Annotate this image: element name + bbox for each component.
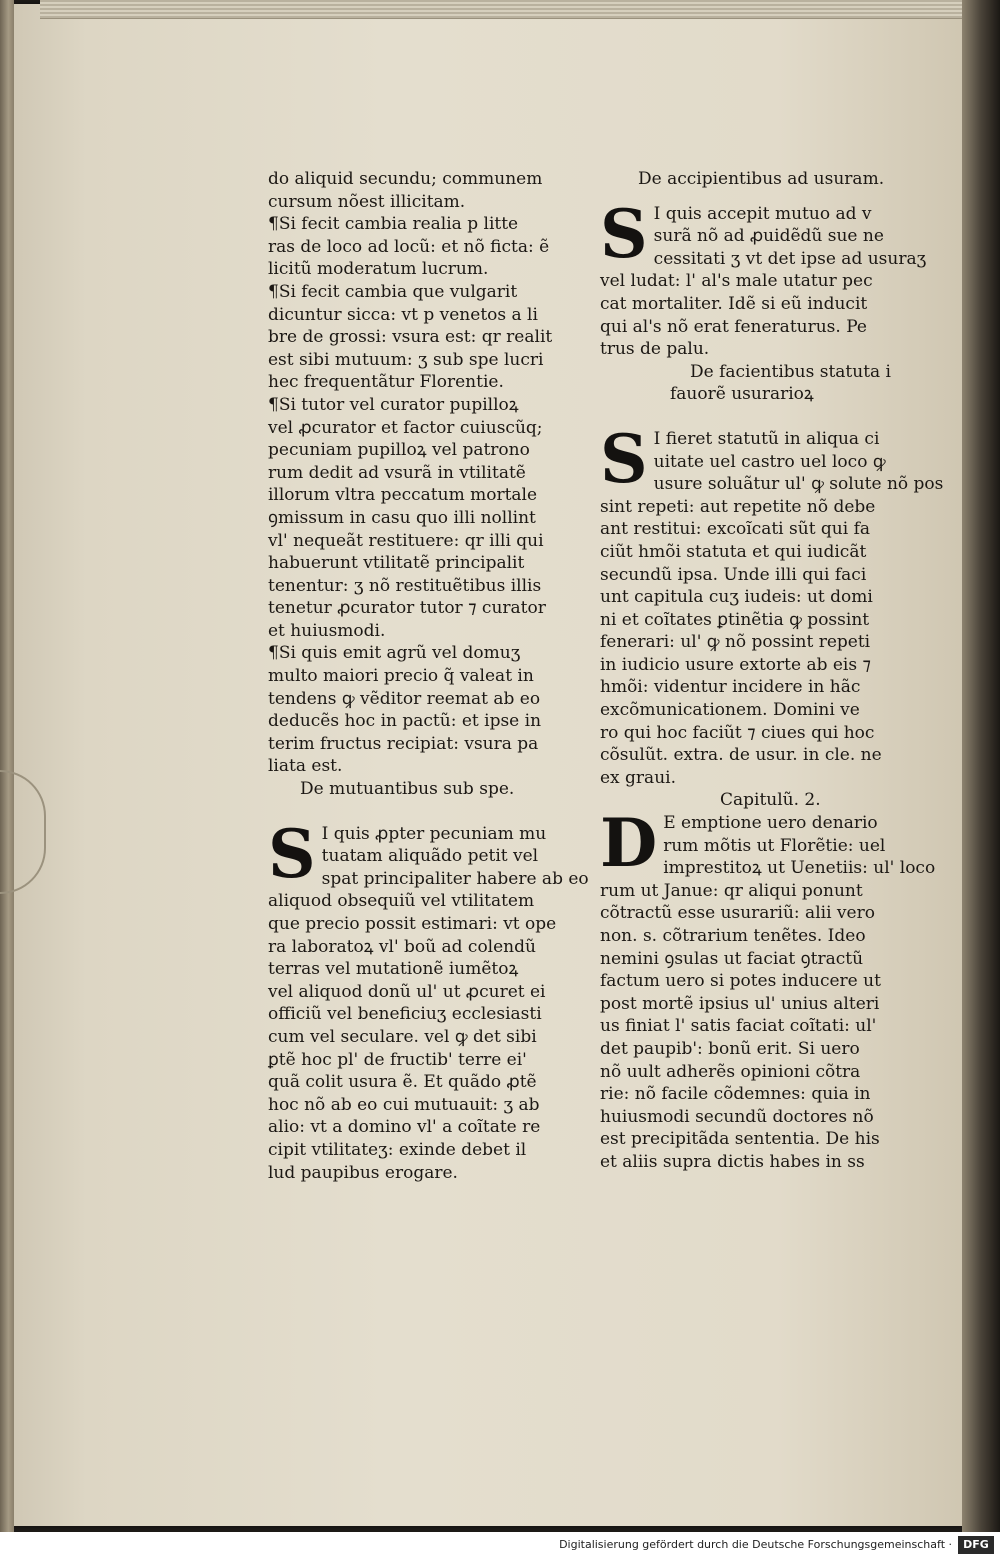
text-line: que precio possit estimari: vt ope — [268, 914, 557, 934]
text-line: cõtractũ esse usurariũ: alii vero — [600, 903, 875, 924]
section-heading: De accipientibus ad usuram. — [638, 169, 885, 189]
text-line: cat mortaliter. Idẽ si eũ inducit — [600, 293, 868, 314]
text-line: nemini ꝯsulas ut faciat ꝯtractũ — [600, 948, 864, 969]
text-line: est precipitãda sententia. De his — [600, 1129, 880, 1150]
text-line: trus de palu. — [600, 339, 710, 360]
text-line: hmõi: videntur incidere in hãc — [600, 677, 861, 698]
footer-bar — [0, 1532, 1000, 1559]
text-line: factum uero si potes inducere ut — [600, 971, 881, 992]
text-line: fenerari: ul' ꝙ nõ possint repeti — [600, 632, 871, 653]
text-line: lud paupibus erogare. — [268, 1162, 458, 1183]
text-line: rie: nõ facile cõdemnes: quia in — [600, 1084, 871, 1105]
initial-paragraph — [600, 419, 944, 790]
section-heading: De mutuantibus sub spe. — [300, 779, 515, 800]
text-line: cipit vtilitateʒ: exinde debet il — [268, 1139, 527, 1160]
text-line: terim fructus recipiat: vsura pa — [268, 733, 539, 754]
text-line: ¶Si fecit cambia realia p litte — [268, 214, 519, 235]
right-text-column — [600, 168, 944, 1174]
text-line: quã colit usura ẽ. Et quãdo ꝓtẽ — [268, 1072, 537, 1093]
text-line: hoc nõ ab eo cui mutuauit: ʒ ab — [268, 1094, 540, 1115]
text-line: ꝑtẽ hoc pl' de fructib' terre ei' — [268, 1049, 527, 1070]
text-line: vl' nequeãt restituere: qr illi qui — [268, 530, 544, 551]
drop-initial: S — [600, 194, 648, 273]
text-line: officiũ vel beneficiuʒ ecclesiasti — [268, 1004, 542, 1025]
text-line: ro qui hoc faciũt ⁊ ciues qui hoc — [600, 722, 875, 743]
text-line: ciũt hmõi statuta et qui iudicãt — [600, 541, 867, 562]
text-line: cursum nõest illicitam. — [268, 191, 466, 212]
text-line: E emptione uero denario — [663, 813, 878, 834]
funding-credit: Digitalisierung gefördert durch die Deutsche Forschungsgemeinschaft · — [559, 1538, 952, 1551]
text-line: sint repeti: aut repetite nõ debe — [600, 496, 876, 517]
text-line: I quis ꝓpter pecuniam mu — [321, 823, 547, 844]
text-line: alio: vt a domino vl' a coĩtate re — [268, 1117, 541, 1138]
text-line: imprestitoꝝ ut Uenetiis: ul' loco — [663, 858, 936, 879]
text-line: do aliquid secundu; communem — [268, 169, 543, 189]
text-line: post mortẽ ipsius ul' unius alteri — [600, 993, 880, 1014]
text-line: liata est. — [268, 756, 343, 777]
text-line: ant restitui: excoĩcati sũt qui fa — [600, 519, 871, 540]
text-line: ex graui. — [600, 767, 676, 788]
text-line: bre de grossi: vsura est: qr realit — [268, 327, 553, 348]
text-line: deducẽs hoc in pactũ: et ipse in — [268, 711, 542, 732]
text-line: usure soluãtur ul' ꝙ solute nõ pos — [653, 474, 944, 495]
text-line: cõsulũt. extra. de usur. in cle. ne — [600, 745, 882, 766]
text-line: qui al's nõ erat feneraturus. Pe — [600, 316, 867, 337]
book-gutter — [962, 0, 1000, 1532]
text-line: secundũ ipsa. Unde illi qui faci — [600, 564, 867, 585]
text-line: vel ꝓcurator et factor cuiuscũq; — [268, 417, 543, 438]
text-line: non. s. cõtrarium tenẽtes. Ideo — [600, 926, 866, 946]
text-line: licitũ moderatum lucrum. — [268, 259, 489, 280]
text-line: ¶Si quis emit agrũ vel domuʒ — [268, 643, 521, 664]
text-line: illorum vltra peccatum mortale — [268, 485, 538, 506]
text-line: et aliis supra dictis habes in ss — [600, 1151, 865, 1172]
text-line: et huiusmodi. — [268, 620, 386, 641]
text-line: ni et coĩtates ꝑtinẽtia ꝙ possint — [600, 609, 870, 630]
text-line: rum ut Janue: qr aliqui ponunt — [600, 880, 863, 901]
initial-paragraph — [268, 814, 589, 1185]
text-line: surã nõ ad ꝓuidẽdũ sue ne — [653, 226, 884, 247]
text-line: aliquod obsequiũ vel vtilitatem — [268, 891, 535, 912]
text-line: nõ uult adherẽs opinioni cõtra — [600, 1061, 861, 1082]
section-heading: De facientibus statuta i — [690, 361, 891, 382]
chapter-heading: Capitulũ. 2. — [720, 790, 821, 811]
section-heading-cont: fauorẽ usurarioꝝ — [670, 384, 814, 405]
text-line: spat principaliter habere ab eo — [321, 868, 589, 889]
drop-initial: S — [600, 419, 648, 498]
drop-initial: D — [600, 804, 658, 883]
left-text-column — [268, 168, 589, 1184]
text-line: ¶Si tutor vel curator pupilloꝝ — [268, 394, 519, 415]
text-line: ¶Si fecit cambia que vulgarit — [268, 281, 518, 302]
text-line: tenentur: ʒ nõ restituẽtibus illis — [268, 575, 542, 596]
text-line: huiusmodi secundũ doctores nõ — [600, 1106, 874, 1127]
drop-initial: S — [268, 814, 316, 893]
text-line: excõmunicationem. Domini ve — [600, 700, 860, 721]
text-line: est sibi mutuum: ʒ sub spe lucri — [268, 349, 544, 370]
initial-paragraph — [600, 194, 927, 361]
text-line: uitate uel castro uel loco ꝙ — [653, 451, 886, 472]
text-line: rum dedit ad vsurã in vtilitatẽ — [268, 462, 526, 483]
text-line: I fieret statutũ in aliqua ci — [653, 428, 880, 449]
initial-paragraph — [600, 804, 936, 1174]
text-line: terras vel mutationẽ iumẽtoꝝ — [268, 959, 519, 980]
text-line: vel aliquod donũ ul' ut ꝓcuret ei — [268, 981, 546, 1002]
text-line: det paupib': bonũ erit. Si uero — [600, 1038, 860, 1059]
text-line: dicuntur sicca: vt p venetos a li — [268, 304, 538, 325]
text-line: tenetur ꝓcurator tutor ⁊ curator — [268, 598, 546, 619]
text-line: cum vel seculare. vel ꝙ det sibi — [268, 1026, 537, 1047]
book-left-edge — [0, 0, 14, 1532]
left-paragraphs — [268, 168, 578, 778]
text-line: pecuniam pupilloꝝ vel patrono — [268, 440, 530, 461]
page-stack-edge — [40, 0, 970, 19]
text-line: ꝯmissum in casu quo illi nollint — [268, 507, 536, 528]
text-line: habuerunt vtilitatẽ principalit — [268, 553, 525, 574]
text-line: tendens ꝙ vẽditor reemat ab eo — [268, 688, 541, 709]
text-line: cessitati ʒ vt det ipse ad usuraʒ — [653, 248, 927, 269]
text-line: I quis accepit mutuo ad v — [653, 203, 872, 224]
text-line: in iudicio usure extorte ab eis ⁊ — [600, 654, 871, 675]
text-line: vel ludat: l' al's male utatur pec — [600, 271, 873, 292]
text-line: rum mõtis ut Florẽtie: uel — [663, 835, 886, 856]
text-line: ra laboratoꝝ vl' boũ ad colendũ — [268, 936, 536, 957]
text-line: hec frequentãtur Florentie. — [268, 372, 504, 393]
text-line: us finiat l' satis faciat coĩtati: ul' — [600, 1016, 877, 1037]
dfg-logo: DFG — [958, 1536, 994, 1554]
text-line: multo maiori precio q̃ valeat in — [268, 666, 534, 687]
text-line: tuatam aliquãdo petit vel — [321, 846, 539, 867]
text-line: ras de loco ad locũ: et nõ ficta: ẽ — [268, 236, 550, 257]
text-line: unt capitula cuʒ iudeis: ut domi — [600, 587, 873, 608]
